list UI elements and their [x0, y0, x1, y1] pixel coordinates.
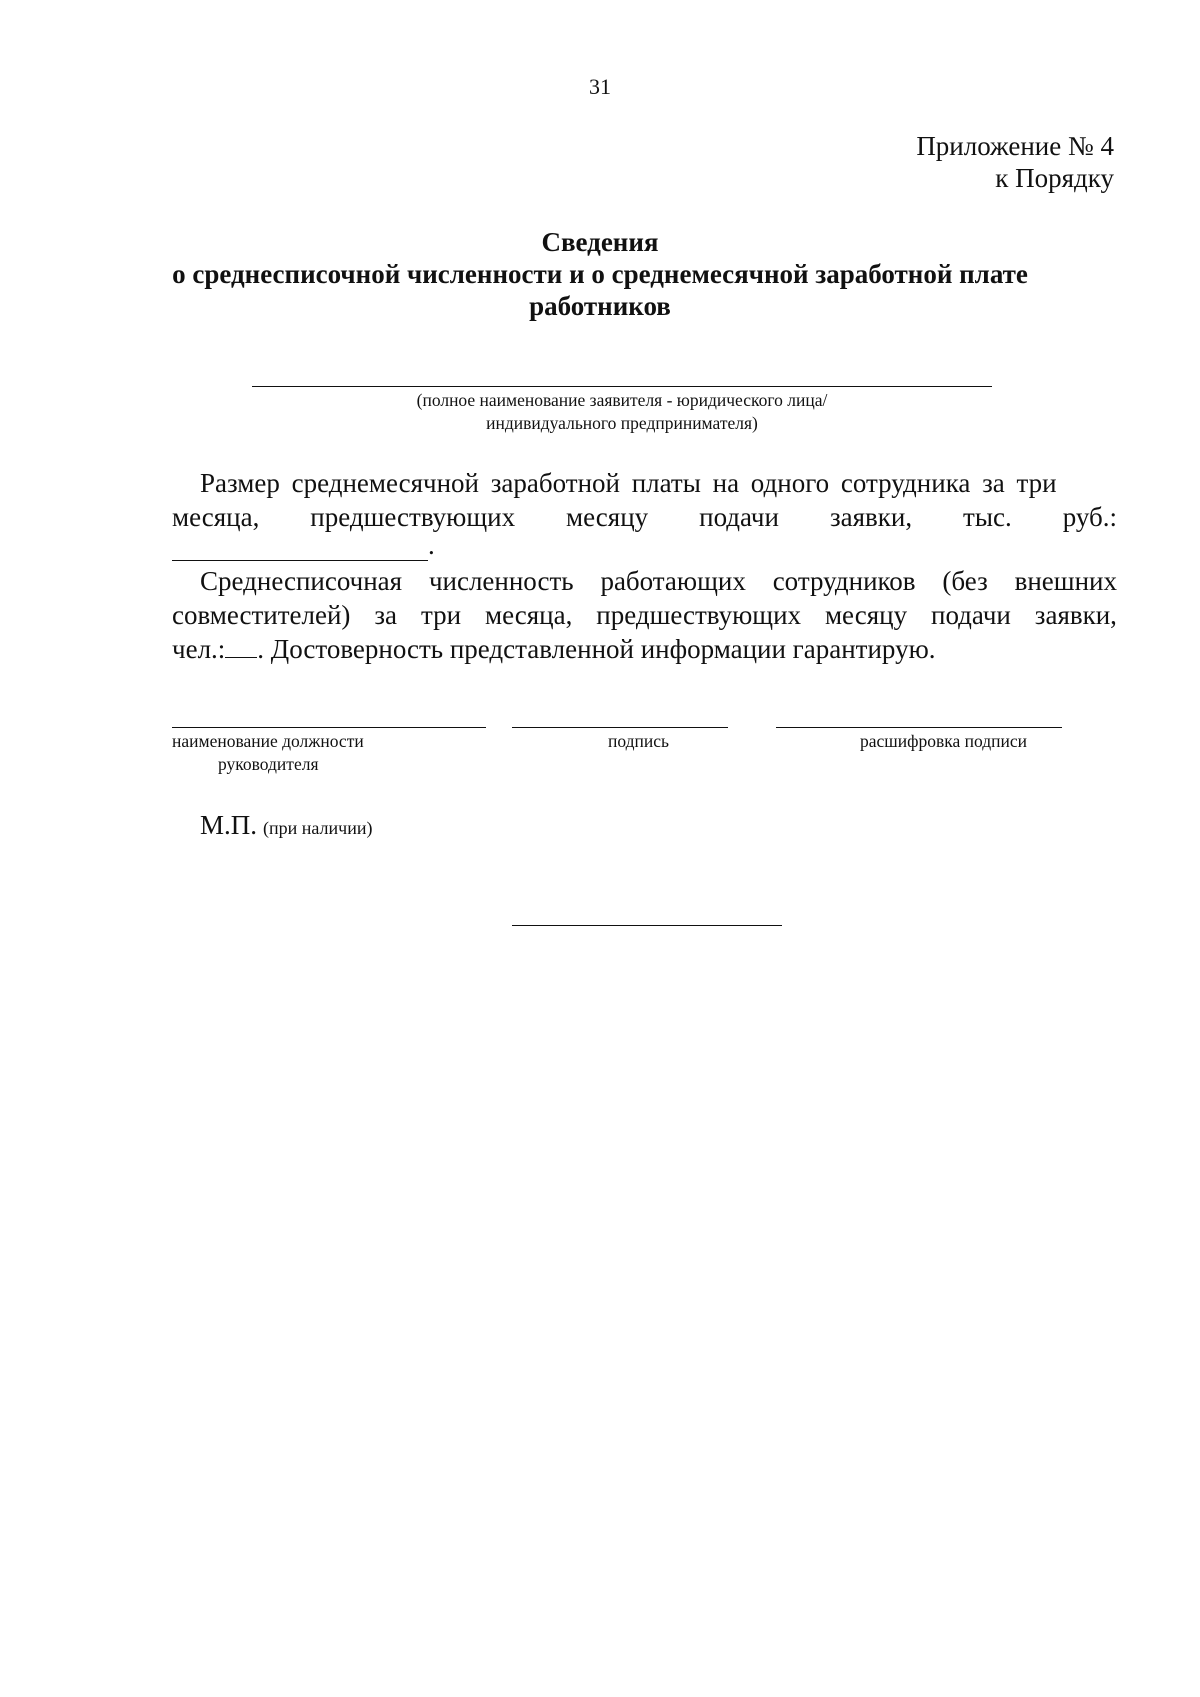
position-caption: наименование должности [172, 731, 364, 751]
headcount-word: (без [942, 566, 988, 596]
title-line-1: Сведения [541, 227, 659, 257]
headcount-word: три [420, 600, 462, 630]
appendix-number: Приложение № 4 [916, 131, 1114, 161]
salary-amount-field[interactable] [172, 530, 428, 561]
appendix-to-order: к Порядку [995, 163, 1114, 193]
position-field[interactable] [172, 727, 486, 728]
applicant-name-caption [252, 389, 992, 435]
headcount-paragraph-line-2 [172, 600, 1117, 631]
page-number: 31 [589, 74, 611, 99]
salary-period: . [428, 530, 435, 560]
salary-paragraph-line-3 [172, 530, 435, 561]
headcount-value-field[interactable] [225, 633, 257, 658]
headcount-unit: чел.: [172, 634, 226, 664]
document-title [140, 226, 1060, 322]
headcount-word: подачи [931, 600, 1011, 630]
salary-word: месяцу [566, 502, 649, 532]
headcount-paragraph-line-3 [172, 633, 936, 665]
applicant-caption-line-2: индивидуального предпринимателя) [486, 413, 758, 433]
signature-field[interactable] [512, 727, 728, 728]
salary-word: подачи [699, 502, 779, 532]
document-end-divider [512, 925, 782, 926]
appendix-reference [916, 130, 1114, 194]
signature-decoding-field[interactable] [776, 727, 1062, 728]
stamp-note: (при наличии) [263, 818, 373, 838]
headcount-word: за [374, 600, 398, 630]
salary-word: руб.: [1062, 502, 1117, 532]
headcount-word: работающих [600, 566, 746, 596]
salary-word: месяца, [172, 502, 260, 532]
salary-word: предшествующих [310, 502, 516, 532]
headcount-word: внешних [1014, 566, 1117, 596]
salary-word: тыс. [963, 502, 1012, 532]
stamp-label: М.П. [200, 810, 258, 840]
title-line-2: о среднесписочной численности и о среднемесячной заработной плате [172, 259, 1028, 289]
applicant-name-field[interactable] [252, 386, 992, 387]
headcount-word: месяцу [824, 600, 908, 630]
stamp-place [200, 810, 372, 841]
title-line-3: работников [529, 291, 671, 321]
salary-paragraph-line-1: Размер среднемесячной заработной платы на одного сотрудника за три [200, 468, 1057, 498]
headcount-word: предшествующих [596, 600, 802, 630]
headcount-word: месяца, [484, 600, 573, 630]
headcount-word: совместителей) [172, 600, 351, 630]
headcount-word: численность [428, 566, 574, 596]
signature-decoding-caption: расшифровка подписи [860, 731, 1027, 751]
salary-word: заявки, [829, 502, 913, 532]
headcount-word: заявки, [1034, 600, 1117, 630]
headcount-word: сотрудников [772, 566, 916, 596]
position-caption-line-2: руководителя [218, 754, 319, 774]
headcount-paragraph-line-1 [200, 566, 1117, 597]
reliability-statement: . Достоверность представленной информации гарантирую. [257, 634, 936, 664]
applicant-caption-line-1: (полное наименование заявителя - юридического лица/ [416, 390, 828, 410]
headcount-word: Среднесписочная [200, 566, 403, 596]
salary-paragraph-line-2 [172, 502, 1117, 533]
signature-caption: подпись [608, 731, 669, 751]
